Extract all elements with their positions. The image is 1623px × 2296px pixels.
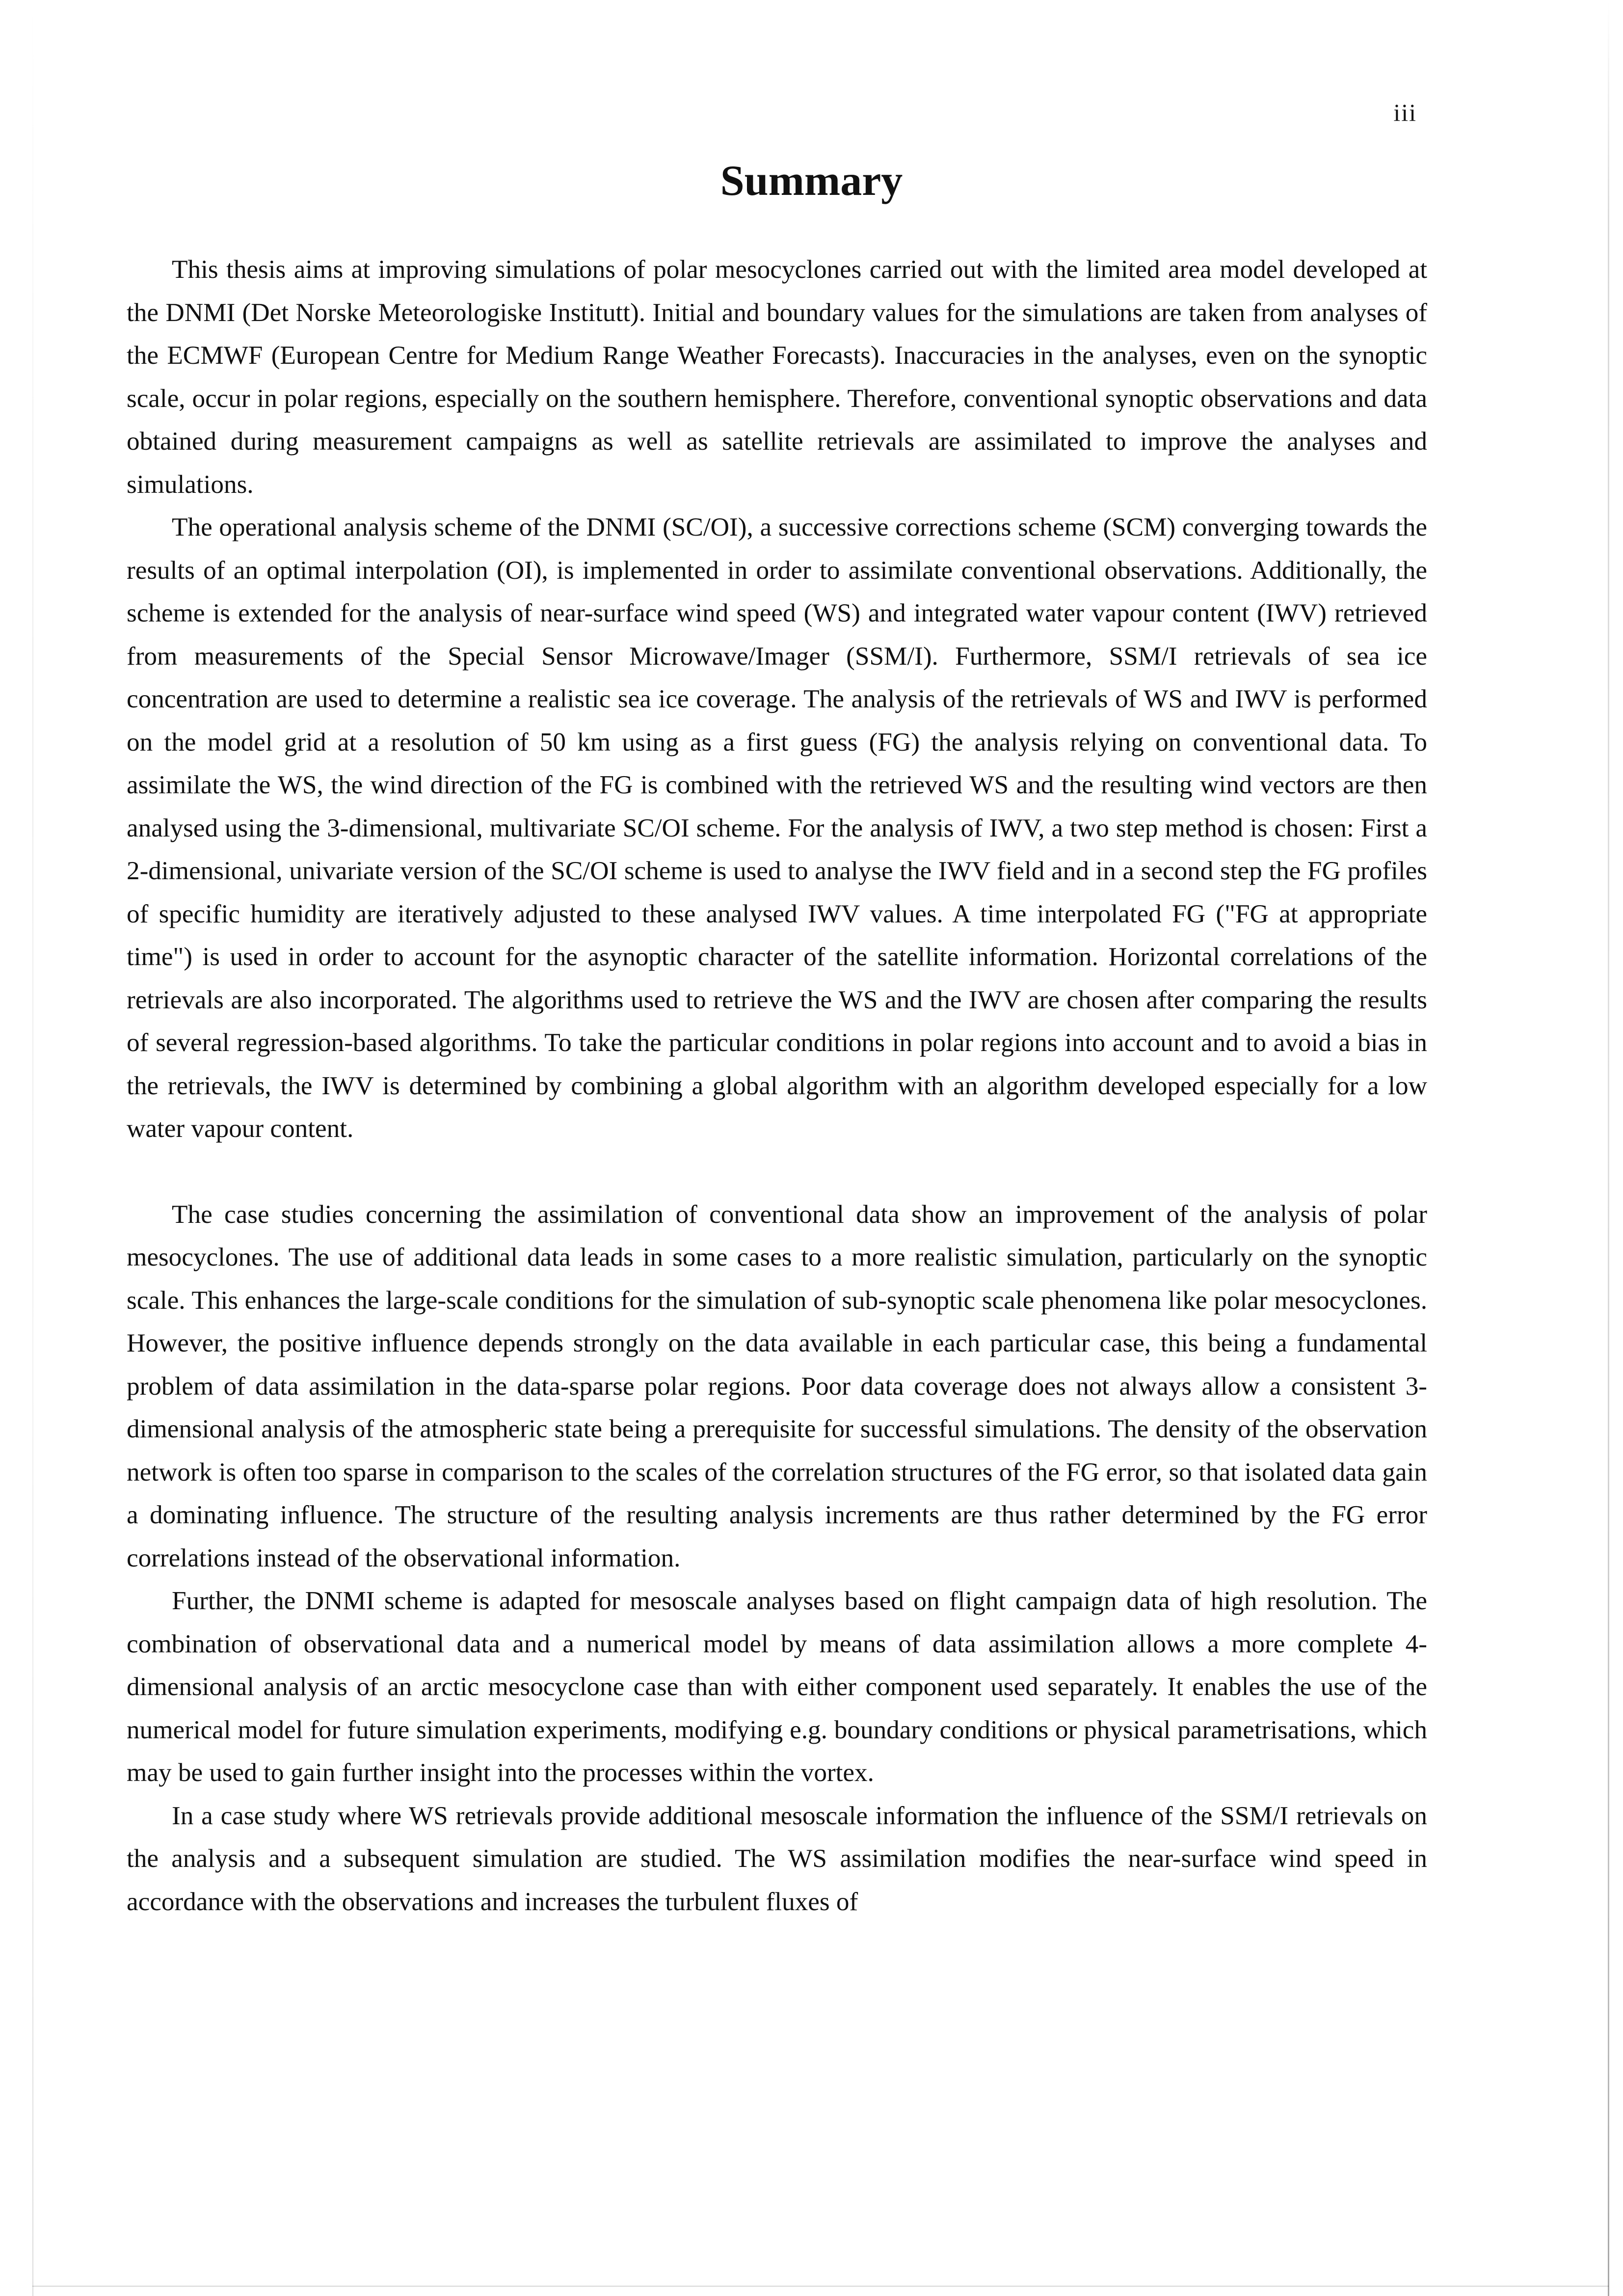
paragraph: The case studies concerning the assimilation of conventional data show an improvement of the analysis of polar mesocyclones. The use of additional data leads in some cases to a more realistic simulation, particularly on the synoptic scale. This enhances the large-scale conditions for the simulation of sub-synoptic scale phenomena like polar mesocyclones. However, the positive influence depends strongly on the data available in each particular case, this being a fundamental problem of data assimilation in the data-sparse polar regions. Poor data coverage does not always allow a consistent 3-dimensional analysis of the atmospheric state being a prerequisite for successful simulations. The density of the observation network is often too sparse in comparison to the scales of the correlation structures of the FG error, so that isolated data gain a dominating influence. The structure of the resulting analysis increments are thus rather determined by the FG error correlations instead of the observational information.	[127, 1199, 1427, 1572]
paragraph: The operational analysis scheme of the DNMI (SC/OI), a successive corrections scheme (SCM) converging towards the results of an optimal interpolation (OI), is implemented in order to assimilate conventional observations. Additionally, the scheme is extended for the analysis of near-surface wind speed (WS) and integrated water vapour content (IWV) retrieved from measurements of the Special Sensor Microwave/Imager (SSM/I). Furthermore, SSM/I retrievals of sea ice concentration are used to determine a realistic sea ice coverage. The analysis of the retrievals of WS and IWV is performed on the model grid at a resolution of 50 km using as a first guess (FG) the analysis relying on conventional data. To assimilate the WS, the wind direction of the FG is combined with the retrieved WS and the resulting wind vectors are then analysed using the 3-dimensional, multivariate SC/OI scheme. For the analysis of IWV, a two step method is chosen: First a 2-dimensional, univariate version of the SC/OI scheme is used to analyse the IWV field and in a second step the FG profiles of specific humidity are iteratively adjusted to these analysed IWV values. A time interpolated FG ("FG at appropriate time") is used in order to account for the asynoptic character of the satellite information. Horizontal correlations of the retrievals are also incorporated. The algorithms used to retrieve the WS and the IWV are chosen after comparing the results of several regression-based algorithms. To take the particular conditions in polar regions into account and to avoid a bias in the retrievals, the IWV is determined by combining a global algorithm with an algorithm developed especially for a low water vapour content.	[127, 513, 1427, 1143]
paragraph: In a case study where WS retrievals provide additional mesoscale information the influence of the SSM/I retrievals on the analysis and a subsequent simulation are studied. The WS assimilation modifies the near-surface wind speed in accordance with the observations and increases the turbulent fluxes of	[127, 1801, 1427, 1916]
page-title: Summary	[720, 157, 903, 205]
scan-edge-right	[1608, 0, 1609, 2296]
paragraph: This thesis aims at improving simulations of polar mesocyclones carried out with the limited area model developed at the DNMI (Det Norske Meteorologiske Institutt). Initial and boundary values for the simulations are taken from analyses of the ECMWF (European Centre for Medium Range Weather Forecasts). Inaccuracies in the analyses, even on the synoptic scale, occur in polar regions, especially on the southern hemisphere. Therefore, conventional synoptic observations and data obtained during measurement campaigns as well as satellite retrievals are assimilated to improve the analyses and simulations.	[127, 255, 1427, 499]
scan-edge-left	[32, 0, 33, 2296]
summary-body	[127, 248, 1427, 1923]
scan-edge-bottom	[32, 2286, 1609, 2287]
page-number: iii	[1393, 99, 1417, 126]
paragraph: Further, the DNMI scheme is adapted for mesoscale analyses based on flight campaign data of high resolution. The combination of observational data and a numerical model by means of data assimilation allows a more complete 4-dimensional analysis of an arctic mesocyclone case than with either component used separately. It enables the use of the numerical model for future simulation experiments, modifying e.g. boundary conditions or physical parametrisations, which may be used to gain further insight into the processes within the vortex.	[127, 1586, 1427, 1787]
